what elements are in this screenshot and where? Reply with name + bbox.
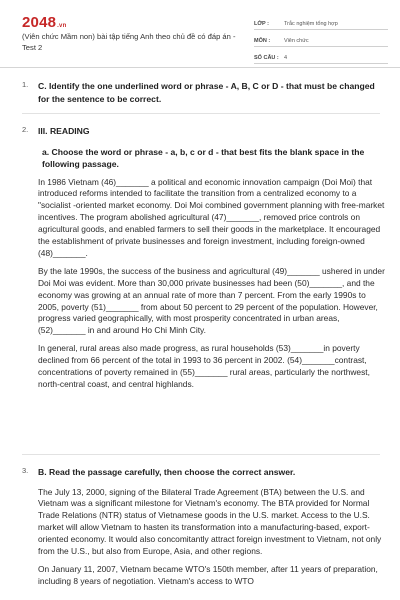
- divider: [22, 113, 380, 114]
- question-number: 2.: [22, 125, 29, 134]
- meta-value: Viên chức: [284, 38, 309, 44]
- divider: [22, 454, 380, 455]
- question-number: 3.: [22, 466, 29, 475]
- instruction-text: a. Choose the word or phrase - a, b, c or d - that best fits the blank space in the following passage.: [42, 146, 365, 169]
- document-title: (Viên chức Mầm non) bài tập tiếng Anh theo chủ đề có đáp án - Test 2: [22, 32, 236, 52]
- question-2: [22, 125, 388, 397]
- meta-row-question-count: [254, 50, 388, 64]
- question-3: [22, 466, 388, 594]
- passage-paragraph: By the late 1990s, the success of the business and agricultural (49)_______ ushered in under Doi Moi was evident. More than 30,000 private businesses had been (50)_______, and the economy was growing at an annual rate of more than 7 percent. From the early 1990s to 2005, poverty (51)_______ from about 50 percent to 29 percent of the population. However, progress varied geographically, with most prosperity concentrated in urban areas, (52)_______ in and around Ho Chi Minh City.: [38, 265, 385, 336]
- passage-paragraph: In 1986 Vietnam (46)_______ a political and economic innovation campaign (Doi Moi) that introduced reforms intended to facilitate the transition from a centralized economy to a "socialist -oriented market economy. Doi Moi combined government planning with free-market incentives. The program abolished agricultural (47)_______, removed price controls on agricultural goods, and enabled farmers to sell their goods in the marketplace. It encouraged the establishment of private businesses and foreign investment, including foreign-owned (48)_______.: [38, 176, 385, 258]
- logo-suffix: .vn: [57, 23, 67, 29]
- reading-passage: [38, 487, 388, 588]
- meta-value: Trắc nghiệm tổng hợp: [284, 21, 338, 27]
- section-heading: III. READING: [38, 126, 90, 136]
- question-1: [22, 80, 388, 105]
- site-logo[interactable]: [22, 14, 66, 31]
- meta-row-class: [254, 16, 388, 30]
- passage-paragraph: In general, rural areas also made progress, as rural households (53)_______in poverty declined from 66 percent of the total in 1993 to 36 percent in 2002. (54)_______contrast, concentrations of poverty remained in (55)_______ rural areas, particularly the northwest, north-central coast, and central highlands.: [38, 343, 370, 389]
- meta-value: 4: [284, 55, 288, 61]
- question-title: C. Identify the one underlined word or phrase - A, B, C or D - that must be changed for the sentence to be correct.: [38, 81, 375, 104]
- meta-row-subject: [254, 33, 388, 47]
- reading-passage: [38, 177, 388, 391]
- meta-key: LỚP :: [254, 21, 269, 27]
- document-meta: [254, 16, 388, 67]
- logo-text: 2048: [22, 14, 57, 31]
- meta-key: MÔN :: [254, 38, 271, 44]
- question-title: B. Read the passage carefully, then choose the correct answer.: [38, 467, 296, 477]
- question-number: 1.: [22, 80, 29, 89]
- meta-key: SỐ CÂU :: [254, 55, 279, 61]
- page-header: [0, 0, 400, 68]
- passage-paragraph: On January 11, 2007, Vietnam became WTO's 150th member, after 11 years of preparation, including 8 years of negotiation. Vietnam's access to WTO: [38, 563, 378, 586]
- passage-paragraph: The July 13, 2000, signing of the Bilateral Trade Agreement (BTA) between the U.S. and Vietnam was a significant milestone for Vietnam's economy. The BTA provided for Normal Trade Relations (NTR) status of Vietnamese goods in the U.S. market. Access to the U.S. market will allow Vietnam to hasten its transformation into a manufacturing-based, export-oriented economy. It would also concomitantly attract foreign investment to Vietnam, not only from the U.S., but also from Europe, Asia, and other regions.: [38, 486, 382, 557]
